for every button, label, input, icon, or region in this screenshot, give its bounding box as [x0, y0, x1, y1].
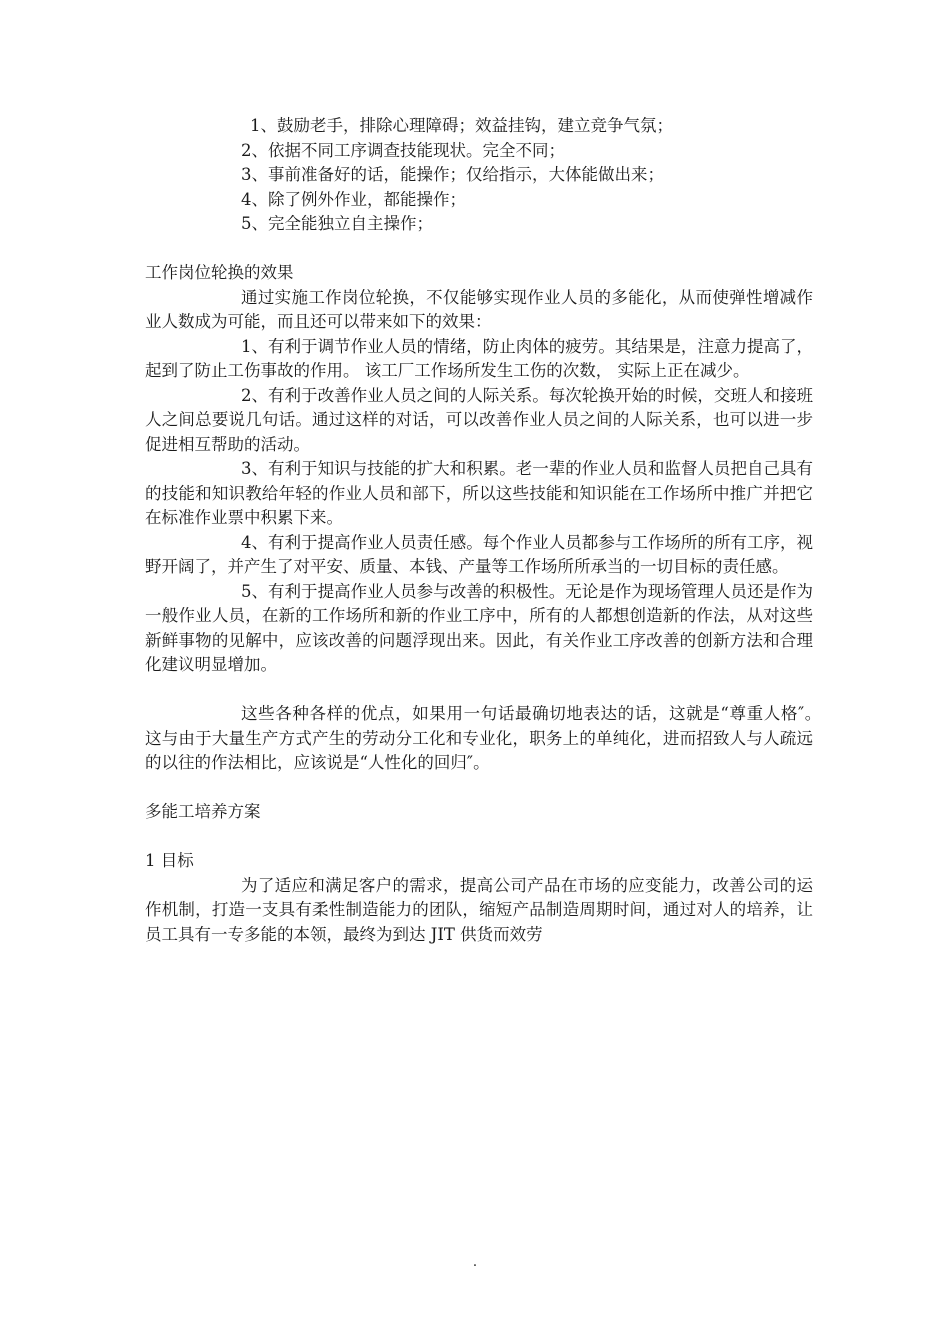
- list-item: 5、完全能独立自主操作；: [241, 214, 433, 233]
- list-item: 3、事前准备好的话，能操作；仅给指示，大体能做出来；: [241, 165, 664, 184]
- intro-paragraph: 通过实施工作岗位轮换，不仅能够实现作业人员的多能化，从而使弹性增减作业人数成为可能，而且还可以带来如下的效果：: [145, 287, 813, 331]
- goal-paragraph: 为了适应和满足客户的需求，提高公司产品在市场的应变能力，改善公司的运作机制，打造一支具有柔性制造能力的团队，缩短产品制造周期时间，通过对人的培养，让员工具有一专多能的本领，最终为到达 JIT 供货而效劳: [145, 875, 813, 944]
- skill-level-list: [145, 114, 813, 237]
- paragraph-spacer: [145, 776, 813, 801]
- section-heading-rotation-effects: 工作岗位轮换的效果: [145, 263, 294, 282]
- list-item: 4、除了例外作业，都能操作；: [241, 189, 466, 209]
- subheading-goal: 1 目标: [145, 851, 194, 870]
- effect-paragraph: 4、有利于提高作业人员责任感。每个作业人员都参与工作场所的所有工序，视野开阔了，并产生了对平安、质量、本钱、产量等工作场所所承当的一切目标的责任感。: [145, 532, 813, 576]
- summary-paragraph: 这些各种各样的优点，如果用一句话最确切地表达的话，这就是“尊重人格″。 这与由于大量生产方式产生的劳动分工化和专业化，职务上的单纯化，进而招致人与人疏远的以往的作法相比，应该说是“人性化的回归″。: [145, 704, 863, 772]
- document-body: [145, 114, 863, 947]
- effect-paragraph: 2、有利于改善作业人员之间的人际关系。每次轮换开始的时候，交班人和接班人之间总要说几句话。通过这样的对话，可以改善作业人员之间的人际关系，也可以进一步促进相互帮助的活动。: [145, 385, 813, 454]
- section-heading-multiskill-plan: 多能工培养方案: [145, 802, 261, 821]
- paragraph-spacer: [145, 678, 813, 703]
- page-footer-mark: .: [472, 1254, 478, 1270]
- effect-paragraph: 1、有利于调节作业人员的情绪，防止肉体的疲劳。其结果是，注意力提高了，起到了防止工伤事故的作用。 该工厂工作场所发生工伤的次数， 实际上正在减少。: [145, 336, 813, 380]
- effect-paragraph: 5、有利于提高作业人员参与改善的积极性。无论是作为现场管理人员还是作为一般作业人员，在新的工作场所和新的作业工序中，所有的人都想创造新的作法，从对这些新鲜事物的见解中，应该改善的问题浮现出来。因此，有关作业工序改善的创新方法和合理化建议明显增加。: [145, 581, 813, 674]
- effect-paragraph: 3、有利于知识与技能的扩大和积累。老一辈的作业人员和监督人员把自己具有的技能和知识教给年轻的作业人员和部下，所以这些技能和知识能在工作场所中推广并把它在标准作业票中积累下来。: [145, 459, 813, 527]
- paragraph-spacer: [145, 825, 813, 850]
- list-item: 2、依据不同工序调查技能现状。完全不同；: [241, 140, 565, 160]
- list-item: 1、鼓励老手，排除心理障碍；效益挂钩，建立竞争气氛；: [250, 116, 673, 135]
